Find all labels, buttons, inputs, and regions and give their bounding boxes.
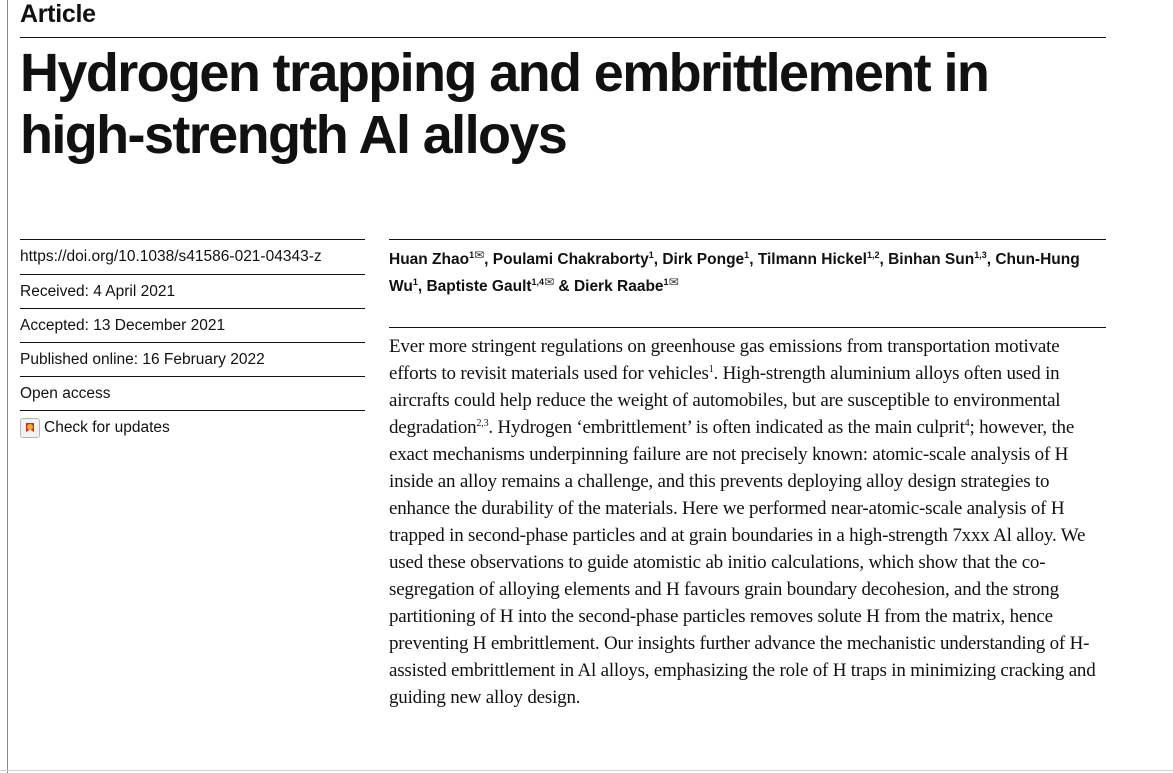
envelope-icon[interactable]: ✉	[668, 275, 679, 289]
check-for-updates-link[interactable]	[20, 411, 365, 444]
author-separator: ,	[879, 251, 889, 268]
author-name[interactable]: Poulami Chakraborty	[492, 251, 649, 268]
envelope-icon[interactable]: ✉	[474, 248, 485, 262]
author-separator: ,	[986, 251, 996, 268]
author-separator: ,	[484, 251, 493, 268]
check-for-updates-label: Check for updates	[44, 419, 170, 436]
author-separator: &	[554, 278, 574, 295]
article-type-label: Article	[20, 0, 96, 28]
page-bottom-border	[0, 770, 1173, 771]
author-affiliation: 1	[412, 277, 418, 287]
author-affiliation: 1	[469, 250, 475, 260]
abstract-text: . High-strength aluminium alloys often used in aircrafts could help reduce the weight of automobiles, but are susceptible to environmental degradation	[389, 363, 1061, 438]
author-name[interactable]: Chun-Hung Wu	[389, 251, 1080, 295]
header-rule	[20, 37, 1106, 38]
author-affiliation: 1	[744, 250, 750, 260]
reference-citation[interactable]: 1	[708, 364, 714, 375]
abstract-rule	[389, 327, 1106, 328]
author-name[interactable]: Huan Zhao	[389, 251, 470, 268]
author-list	[389, 244, 1106, 298]
author-affiliation: 1,3	[974, 250, 987, 260]
reference-citation[interactable]: 4	[964, 418, 970, 429]
author-separator: ,	[653, 251, 663, 268]
author-separator: ,	[749, 251, 758, 268]
author-affiliation: 1,4	[531, 277, 545, 287]
received-date: Received: 4 April 2021	[20, 283, 176, 300]
author-name[interactable]: Dirk Ponge	[662, 251, 745, 268]
envelope-icon[interactable]: ✉	[544, 275, 555, 289]
author-separator: ,	[417, 278, 427, 295]
page-left-border	[7, 0, 8, 773]
reference-citation[interactable]: 2,3	[476, 418, 489, 429]
author-name[interactable]: Dierk Raabe	[573, 278, 664, 295]
author-name[interactable]: Binhan Sun	[888, 251, 975, 268]
accepted-date: Accepted: 13 December 2021	[20, 317, 226, 334]
published-date: Published online: 16 February 2022	[20, 351, 265, 368]
author-name[interactable]: Tilmann Hickel	[757, 251, 867, 268]
authors-rule	[389, 239, 1106, 240]
doi-link[interactable]: https://doi.org/10.1038/s41586-021-04343-z	[20, 248, 322, 265]
abstract	[389, 333, 1111, 711]
crossmark-icon	[20, 418, 40, 438]
author-name[interactable]: Baptiste Gault	[426, 278, 532, 295]
abstract-text: Ever more stringent regulations on greenhouse gas emissions from transportation motivate efforts to revisit materials used for vehicles	[389, 336, 1060, 384]
abstract-text: . Hydrogen ‘embrittlement’ is often indicated as the main culprit	[488, 417, 965, 438]
author-affiliation: 1	[648, 250, 654, 260]
abstract-text: ; however, the exact mechanisms underpinning failure are not precisely known: atomic-scale analysis of H inside an alloy remains a challenge, and this prevents deploying alloy design strategies to enhance the durability of the materials. Here we performed near-atomic-scale analysis of H trapped in second-phase particles and at grain boundaries in a high-strength 7xxx Al alloy. We used these observations to guide atomistic ab initio calculations, which show that the co-segregation of alloying elements and H favours grain boundary decohesion, and the strong partitioning of H into the second-phase particles removes solute H from the matrix, hence preventing H embrittlement. Our insights further advance the mechanistic understanding of H-assisted embrittlement in Al alloys, emphasizing the role of H traps in minimizing cracking and guiding new alloy design.	[389, 417, 1096, 708]
author-affiliation: 1	[663, 277, 669, 287]
article-title: Hydrogen trapping and embrittlement in high-strength Al alloys	[20, 43, 989, 165]
open-access-label: Open access	[20, 385, 111, 402]
article-metadata	[20, 239, 365, 444]
author-affiliation: 1,2	[866, 250, 880, 260]
